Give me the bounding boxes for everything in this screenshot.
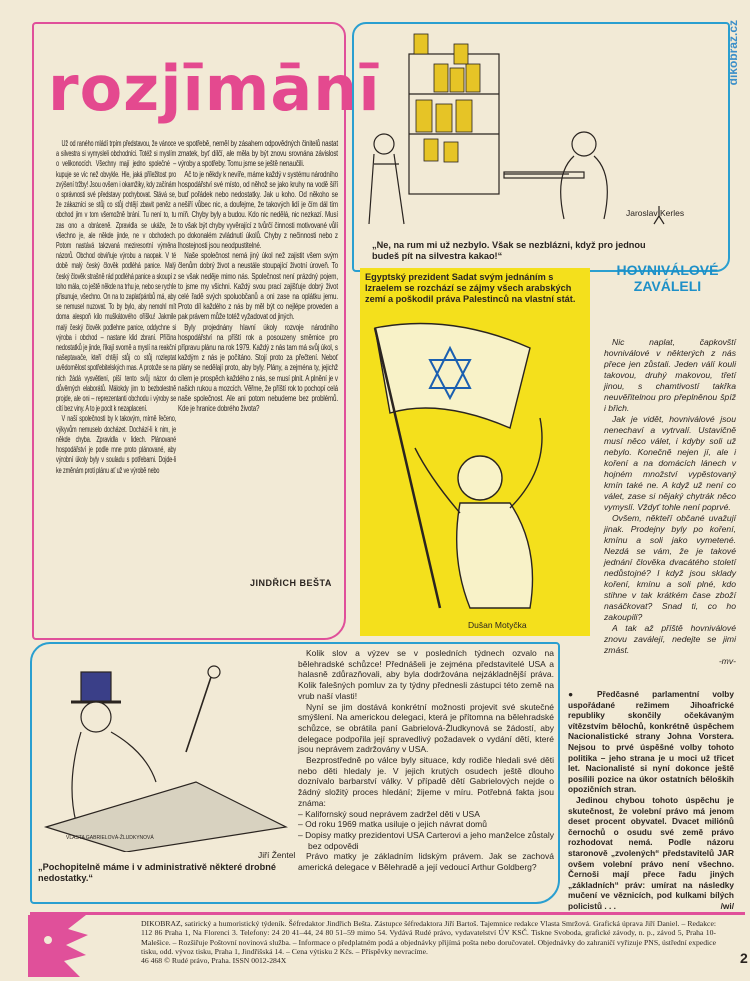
cartoon-artist: Dušan Motyčka xyxy=(468,620,527,630)
paragraph: ve spotřebě, neměl by zásahem odpovědných činitelů nastat zmatek, byť dílčí, ale měla by být znovu srovnána závislost výroby a spotřeby. Tomu jsme se ještě nenaučili. xyxy=(178,139,338,169)
cartoon-artist: Jaroslav Kerles xyxy=(626,208,685,218)
paragraph: Byly projednány hlavní úkoly rozvoje národního hospodářství na příští rok a posouzeny směrnice pro přípravu plánu na rok 1979. Každý z nás tam má svůj úkol, s každým z nás je počítáno. Stojí proto za přečtení. Neboť plány se nedělají proto, aby byly. Plány, a zejména ty, jejichž cílem je prospěch každého z nás, se musí plnit. A plnění je v našich rukou a mozcích. Věřme, že příští rok to pochopí celá naše společnost. Ale ani potom nebudeme bez problémů. Kde je hranice dobrého života? xyxy=(178,322,338,414)
paragraph: Jak je vidět, hovniválové jsou nenechaví a vytrvalí. Ustavičně musí něco válet, i kdyby soli už nebylo. Konečně nejen jí, ale i koření a na domácích lánech v hojném množství vypěstovaný kmín také ne. A když už není co válet, zase si nějaký chytrák něco vymyslí. Vždyť tohle není poprvé. xyxy=(604,414,736,512)
cartoon-artist: Jiří Žentel xyxy=(258,850,296,860)
paragraph: V naší společnosti by k takovým, mírně řečeno, výkyvům nemuselo docházet. Dochází-li k nim, je někde chyba. Zpravidla v lidech. Plánované hospodářství je podle mne proto plánované, aby výrobní úkoly byly v souladu s potřebami. Dojde-li ke změnám proti plánu ať už ve výrobě nebo xyxy=(56,414,177,475)
page-number: 2 xyxy=(740,950,748,966)
signature: -mv- xyxy=(718,656,736,666)
article-column-1 xyxy=(56,139,176,476)
paragraph: ● Předčasné parlamentní volby uspořádané režimem Jihoafrické republiky skončily očekávaným vítězstvím bělochů, konkrétně úspěchem Nacionalistické strany Johna Vorstera. Nejsou to prvé úspěšné volby tohoto politika – jeho strana je u moci už třicet let. Nacionalisté si nyní dokonce ještě posílili pozice na úkor ostatních běloških opozičních stran. xyxy=(568,689,734,795)
watermark: dikobraz.cz xyxy=(726,20,740,86)
signature: /wi/ xyxy=(720,900,734,911)
paragraph: Právo matky je základním lidským právem. Jak se zachová americká delegace v Bělehradě a její vedoucí Arthur Goldberg? xyxy=(298,851,554,873)
hovnivalove-column xyxy=(604,337,736,667)
column-title: HOVNIVÁLOVÉ ZAVÁLELI xyxy=(616,262,719,294)
article-title: rozjīmānī xyxy=(48,52,381,125)
cartoon-caption: Egyptský prezident Sadat svým jednáním s Izraelem se rozchází se zájmy všech arabských zemí a poškodil práva Palestinců na vlastní stát. xyxy=(365,272,576,304)
cartoon-caption: „Pochopitelně máme i v administrativě některé drobné nedostatky.“ xyxy=(38,862,276,883)
dikobraz-logo-icon xyxy=(28,915,90,977)
sadat-flag-illustration xyxy=(360,318,590,638)
fact-item: – Kalifornský soud neprávem zadržel děti v USA xyxy=(298,808,480,819)
paragraph: Ač to je někdy k nevíře, máme každý v systému národního hospodářství své místo, od něhož se jako kruhy na vodě šíří buď pořádek nebo nedostatky. Jak u koho. Od někoho se nešíří vůbec nic, a doufejme, že takových lidí je čím dál tím míň. Chyby byly a budou. Kdo nic nedělá, nic nezkazí. Musí to však být chyby vyvěrající z tvůrčí činnosti motivované vůlí po dokonalém zvládnutí úkolů. Chyby z nečinnosti nebo z lhostejnosti jsou neodpustitelné. xyxy=(178,169,338,251)
fact-item: – Od roku 1969 matka usiluje o jejich návrat domů xyxy=(298,819,487,830)
belehrad-article xyxy=(298,648,554,873)
cartoon-caption: „Ne, na rum mi už nezbylo. Však se nezblázni, když pro jednou budeš pít na silvestra kakao!“ xyxy=(372,240,646,261)
paragraph: Naše společnost nemá jiný úkol než zajistit všem svým členům dobrý život a neustále stoupající životní úroveň. To se však neděje mimo nás. Společnost není prázdný pojem, to jsme my všichni. Každý svou prací zajišťuje dobrý život celé řadě svých spoluobčanů a oni zase na oplátku jemu. Proto díl každého z nás by měl být co nejlépe proveden a pak právem může totéž vyžadovat od jiných. xyxy=(178,251,338,322)
paragraph: Nyní se jim dostává konkrétní možnosti projevit své skutečné smýšlení. Na americkou delegaci, která je přítomna na bělehradské schůzce, se obrátila paní Gabrielová-Žludkynová se žádostí, aby delegace podpořila její spravedlivý požadavek o vydání dětí, které jsou neprávem zadržovány v USA. xyxy=(298,701,554,755)
sadat-cartoon-box xyxy=(360,268,590,636)
jar-article xyxy=(568,689,734,911)
paragraph: Bezprostředně po válce byly situace, kdy rodiče hledali své děti nebo děti hledaly je. V jejich krutých osudech ještě dlouho doznívalo barbarství války. V případě dětí Gabrielových nejde o žádný složitý proces hledání; žijeme v míru. Potřebná fakta jsou známa: xyxy=(298,755,554,808)
issn: 46 468 © Rudé právo, Praha. ISSN 0012-284X xyxy=(141,956,287,966)
uncle-sam-illustration xyxy=(36,652,296,852)
paragraph: A tak až příště hovniválové znovu zaválejí, nedejte se jimi zmást. xyxy=(604,623,736,655)
footer-divider xyxy=(30,912,745,915)
cartoon-shop-illustration xyxy=(354,24,728,239)
envelope-label: VLASTA GABRIELOVÁ-ŽLUDKYNOVÁ xyxy=(66,835,154,841)
paragraph: Ovšem, někteří občané uvažují jinak. Prodejny byly po koření, kmínu a soli jako vymetené. Nezdá se vám, že je takové jednání člověka dvacátého století nedůstojné? I když jsou sklady koření, kmínu a soli plné, kdo stihne v tak krátkém čase zboží nasáčkovat? Snad ti, co ho zakoupili? xyxy=(604,513,736,622)
cartoon-frame xyxy=(352,22,730,272)
facts-list xyxy=(298,809,554,852)
paragraph: Už od raného mládí trpím představou, že vánoce a silvestra si vymysleli obchodníci. Totéž si myslím o velikonocích. Všechny mají jedno společné – kupuje se víc než obvykle. Hle, jaká příležitost pro zvýšení tržby! Jsou ovšem i okamžiky, kdy začínám o správnosti své představy pochybovat. Stává se, že zákazníci se stůj co stůj chtějí zbavit peněz a obchod jim v tom všemožně brání. Tu není to, tu zas ono a obráceně. Zpravidla se ukáže, že všechno je, ale někde jinde, ne v obchodech. Potom nastává takzvaná meziresortní výměna názorů. Obchod obviňuje výrobu a naopak. V té době malý český člověk podléhá panice. Malý český člověk strašně rád podléhá panice a skoupí z toho mála, co ještě někde na trhu je, nebo se rychle přisunuje, všechno. On na to zaplaťpánbů má, aby se nemusel nuzovat. To by bylo, aby nemohl mít doma alespoň kilo muškátového oříšku! Jakmile malý český člověk podlehne panice, oddychne si výroba i obchod – nastane klid zbraní. Příčina nedostatků je jinde, říkají svorně a myslí na reakční našeptavače, kteří chtějí stůj co stůj rozleptat uvědomělost spotřebitelských mas. A protože se na nich žádá vysvětlení, píší tento svůj názor do důvěrných elaborátů. Málokdy jim to bezbolestně projde, ale oni – reprezentanti obchodu i výroby se cítí bez viny. A to je pocit k nezaplacení. xyxy=(56,139,177,414)
paragraph: Jedinou chybou tohoto úspěchu je skutečnost, že volební právo má jenom deset procent obyvatel. Dvacet miliónů černochů o osudu své země právo rozhodovat nemá. Podle názoru staronově „zvolených“ představitelů JAR ovšem volební právo není všechno. Černoši mají přece řadu jiných „základních“ práv: umírat na následky mučení ve věznicích, pod kulkami bílých policistů . . . xyxy=(568,794,734,911)
fact-item: – Dopisy matky prezidentovi USA Carterovi a jeho manželce zůstaly bez odpovědi xyxy=(298,829,554,851)
article-author: JINDŘICH BEŠTA xyxy=(250,578,332,588)
paragraph: Kolik slov a výzev se v posledních týdnech ozvalo na bělehradské schůzce! Přednášeli je zejména představitelé USA a halasně zdůrazňovali, aby byla dodržována nejzákladnější práva. Kolik falešných pomluv za ty týdny přednesli zástupci této země na vrub naší vlasti! xyxy=(298,648,554,701)
paragraph: Nic naplat, čapkovští hovniválové v některých z nás přece jen zůstali. Jeden válí kouli takovou, druhý makovou, třetí jinou, s chamtivostí takřka neuvěřitelnou pro přeplněnou špíž i břich. xyxy=(604,337,736,413)
impressum xyxy=(141,919,716,965)
impressum-text: DIKOBRAZ, satirický a humoristický týdeník. Šéfredaktor Jindřich Bešta. Zástupce šéfredaktora Jiří Bartoš. Tajemnice redakce Vlasta Smržová. Grafická úprava Jiří Daniel. – Redakce: 112 86 Praha 1, Na Florenci 3. Telefony: 24 20 41–44, 24 80 51–59 mimo 54. Vydává Rudé právo, vydavatelství ÚV KSČ. Tiskne Svoboda, grafické závody, n. p., závod 5, Praha 10-Malešice. – Rozšiřuje Poštovní novinová služba. – Informace o předplatném podá a objednávky přijímá pošta nebo doručovatel. Objednávky do zahraničí vyřizuje PNS, ústřední expedice tisku, odd. vývoz tisku, Praha 1, Jindřišská 14. – Cena výtisku 2 Kčs. – Příspěvky nevracíme. xyxy=(141,919,716,956)
article-column-2 xyxy=(178,139,338,414)
